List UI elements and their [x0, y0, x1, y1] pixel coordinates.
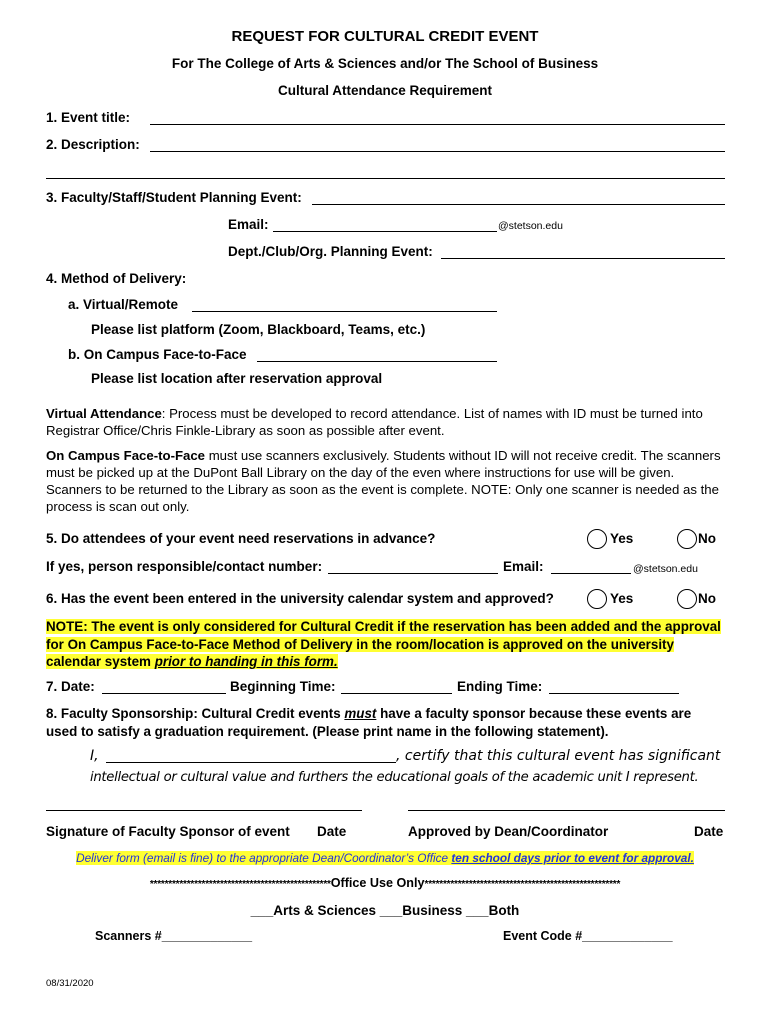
sponsorship-must: must	[344, 706, 377, 721]
email-label: Email:	[228, 217, 269, 232]
planning-event-field[interactable]	[312, 204, 725, 205]
end-time-label: Ending Time:	[457, 679, 543, 694]
method-label: 4. Method of Delivery:	[46, 271, 187, 286]
date-field[interactable]	[102, 693, 226, 694]
contact-field[interactable]	[328, 573, 498, 574]
deliver-instruction	[0, 851, 770, 865]
end-time-field[interactable]	[549, 693, 679, 694]
event-code-field[interactable]: Event Code #_____________	[503, 929, 673, 943]
date-label: 7. Date:	[46, 679, 95, 694]
description-field-line2[interactable]	[46, 178, 725, 179]
approved-by-label: Approved by Dean/Coordinator	[408, 824, 609, 839]
sponsor-signature-label: Signature of Faculty Sponsor of event	[46, 824, 290, 839]
certify-text-a: , certify that this cultural event has significant	[396, 748, 721, 764]
location-hint: Please list location after reservation approval	[91, 371, 383, 386]
email-domain: @stetson.edu	[498, 220, 563, 232]
form-title: REQUEST FOR CULTURAL CREDIT EVENT	[231, 28, 539, 45]
note-paragraph	[46, 618, 726, 671]
office-use-row	[0, 876, 770, 890]
virtual-attendance-text: : Process must be developed to record attendance. List of names with ID must be turned into Registrar Office/Chris Finkle-Library as soon as possible after event.	[46, 406, 703, 438]
requirement-heading: Cultural Attendance Requirement	[277, 83, 493, 98]
q6-yes-label: Yes	[610, 591, 634, 606]
planning-event-label: 3. Faculty/Staff/Student Planning Event:	[46, 190, 302, 205]
contact-label: If yes, person responsible/contact number:	[46, 559, 323, 574]
campus-label: b. On Campus Face-to-Face	[68, 347, 247, 362]
q5-label: 5. Do attendees of your event need reservations in advance?	[46, 531, 436, 546]
q5-no-label: No	[698, 531, 716, 546]
q6-label: 6. Has the event been entered in the university calendar system and approved?	[46, 591, 554, 606]
event-title-field[interactable]	[150, 124, 725, 125]
contact-email-domain: @stetson.edu	[633, 563, 698, 575]
q6-no-label: No	[698, 591, 716, 606]
dept-planning-label: Dept./Club/Org. Planning Event:	[228, 244, 433, 259]
office-stars-right: *****************************************************	[424, 879, 621, 890]
campus-attendance-paragraph	[46, 447, 726, 515]
note-emphasis: prior to handing in this form.	[154, 654, 338, 669]
email-field[interactable]	[273, 231, 497, 232]
description-field[interactable]	[150, 151, 725, 152]
virtual-label: a. Virtual/Remote	[68, 297, 179, 312]
deliver-emphasis: ten school days prior to event for approval.	[451, 851, 694, 865]
virtual-field[interactable]	[192, 311, 497, 312]
virtual-attendance-paragraph	[46, 405, 726, 439]
scanners-field[interactable]: Scanners #_____________	[95, 929, 253, 943]
contact-email-field[interactable]	[551, 573, 631, 574]
event-title-label: 1. Event title:	[46, 110, 131, 125]
virtual-attendance-label: Virtual Attendance	[46, 406, 162, 421]
q6-yes-radio[interactable]	[587, 589, 607, 609]
begin-time-field[interactable]	[341, 693, 452, 694]
sponsorship-paragraph	[46, 705, 726, 740]
contact-email-label: Email:	[503, 559, 544, 574]
sponsor-date-label: Date	[317, 824, 347, 839]
dean-signature-field[interactable]	[408, 810, 725, 811]
form-subtitle: For The College of Arts & Sciences and/or The School of Business	[171, 56, 599, 71]
campus-field[interactable]	[257, 361, 497, 362]
dept-planning-field[interactable]	[441, 258, 725, 259]
note-text: NOTE: The event is only considered for Cultural Credit if the reservation has been added and the approval for On Campus Face-to-Face Method of Delivery in the room/location is approved on the university calendar system	[46, 619, 721, 669]
campus-attendance-label: On Campus Face-to-Face	[46, 448, 206, 463]
certify-text-b: intellectual or cultural value and furthers the educational goals of the academic unit I represent.	[90, 770, 699, 785]
q5-no-radio[interactable]	[677, 529, 697, 549]
begin-time-label: Beginning Time:	[230, 679, 336, 694]
q5-yes-radio[interactable]	[587, 529, 607, 549]
office-stars-left: *************************************************	[149, 879, 331, 890]
q6-no-radio[interactable]	[677, 589, 697, 609]
unit-checkboxes[interactable]: ___Arts & Sciences ___Business ___Both	[250, 903, 520, 918]
deliver-text: Deliver form (email is fine) to the appropriate Dean/Coordinator’s Office	[76, 851, 452, 865]
q5-yes-label: Yes	[610, 531, 634, 546]
revision-date: 08/31/2020	[46, 978, 94, 989]
sponsor-name-field[interactable]	[106, 762, 396, 763]
sponsor-signature-field[interactable]	[46, 810, 362, 811]
office-use-label: Office Use Only	[330, 876, 425, 890]
campus-attendance-text: must use scanners exclusively. Students without ID will not receive credit. The scanners must be picked up at the DuPont Ball Library on the day of the even where instructions for use will be given. Scanners to be returned to the Library as soon as the event is complete. NOTE: Only one scanner is needed as the process is scan out only.	[46, 448, 721, 514]
sponsorship-text-b: have a faculty sponsor because these events are used to satisfy a graduation requirement. (Please print name in the following statement).	[46, 706, 692, 739]
certify-i: I,	[90, 748, 99, 764]
sponsorship-text-a: 8. Faculty Sponsorship: Cultural Credit events	[46, 706, 345, 721]
description-label: 2. Description:	[46, 137, 140, 152]
dean-date-label: Date	[694, 824, 724, 839]
platform-hint: Please list platform (Zoom, Blackboard, Teams, etc.)	[91, 322, 426, 337]
